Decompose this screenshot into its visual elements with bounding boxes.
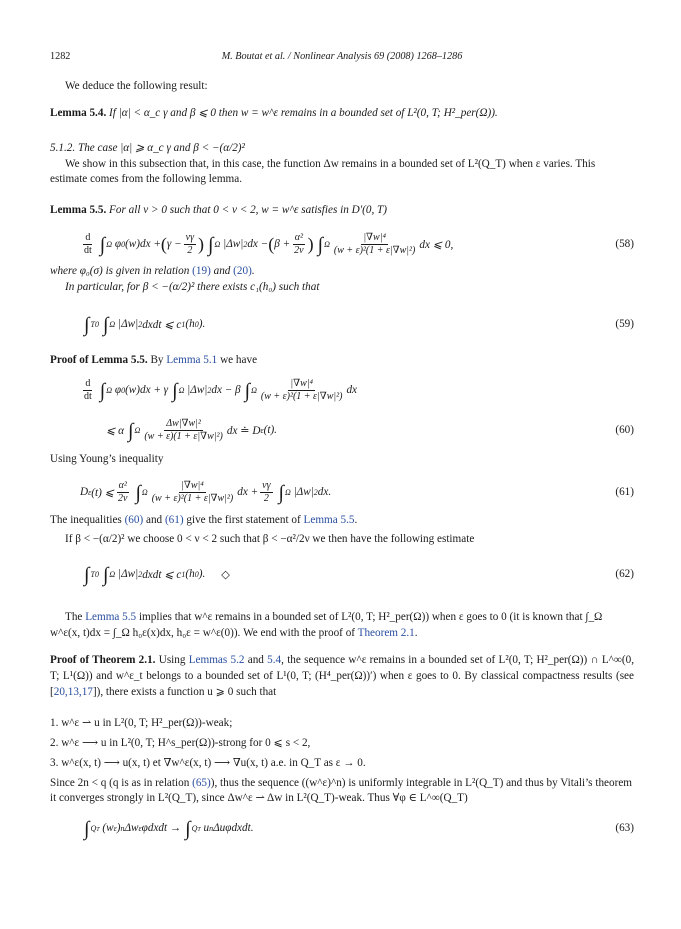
equation-number: (60)	[615, 424, 634, 436]
young-paragraph: Using Young’s inequality	[50, 453, 164, 465]
equation-number: (58)	[615, 238, 634, 250]
text-run: implies that w^ε remains in a bounded set of L²(0, T; H²_per(Ω)) when ε goes to 0 (it is known that ∫_Ω w^ε(x, t)dx = ∫_Ω h₀ε(x)dx, h₀ε = w^ε(0)). We end with the proof of	[50, 611, 603, 639]
text-run: , the sequence w^ε remains in a bounded set of L²(0, T; H²_per(Ω)) ∩ L^∞(0, T; L¹(Ω)) and w^ε_t belongs to a bounded set of L¹(0, T; (H⁴_per(Ω))′) when ε goes to 0. By classical compactness results (see [	[50, 654, 635, 698]
section-heading: 5.1.2. The case |α| ⩾ α_c γ and β < −(α/2)²	[50, 142, 245, 154]
equation-number: (59)	[615, 318, 634, 330]
ref-link[interactable]: Lemmas 5.2	[188, 654, 245, 666]
text-run: Using	[158, 654, 189, 666]
ref-link[interactable]: (20)	[233, 265, 252, 277]
proof-lemma-5-5	[50, 353, 634, 368]
equation-62	[50, 556, 634, 592]
equation-60-line1	[50, 372, 634, 408]
equation-body: ∫ QT (w ε ) n Δw ε φdxdt → ∫ QT u n Δuφdxdt.	[84, 817, 254, 840]
lemma-label: Lemma 5.4.	[50, 107, 107, 119]
ref-link[interactable]: (65)	[192, 777, 211, 789]
equation-body: ∫ T 0 ∫ Ω |Δw| 2 dxdt ⩽ c 1 (h 0 ).	[84, 313, 206, 336]
text-run: By	[150, 354, 167, 366]
equation-60	[50, 412, 634, 448]
page-number: 1282	[50, 51, 71, 62]
ref-link[interactable]: Lemma 5.5	[303, 514, 355, 526]
ref-link[interactable]: Lemma 5.5	[85, 611, 137, 623]
text-run: The inequalities	[50, 514, 125, 526]
since-paragraph	[50, 776, 634, 806]
equation-63	[50, 810, 634, 846]
result-list	[50, 716, 634, 776]
text-run: and	[143, 514, 165, 526]
proof-label: Proof of Theorem 2.1.	[50, 654, 156, 666]
list-item: 2. w^ε ⟶ u in L²(0, T; H^s_per(Ω))-strong for 0 ⩽ s < 2,	[50, 737, 311, 749]
where-paragraph	[50, 264, 634, 279]
equation-61	[50, 474, 634, 510]
text-run: and	[210, 265, 234, 277]
text-run: where φ₀(σ) is given in relation	[50, 265, 193, 277]
lemma-implies-paragraph	[50, 609, 634, 641]
ref-link[interactable]: (60)	[124, 514, 144, 526]
text-run: ), thus the sequence ((w^ε)^n) is uniformly integrable in L²(Q_T) and thus by Vitali’s theorem it converges strongly in L²(Q_T), since Δw^ε ⇀ Δw in L²(Q_T)-weak. Thus ∀φ ∈ L^∞(Q_T)	[50, 777, 632, 804]
equation-58	[50, 226, 634, 262]
equation-body: D ε (t) ⩽ $\frac{\text{α²}}{2\nu}$ ∫ Ω $\frac{\text{|∇w|⁴}}{\text{(w + ε)²(1 + ε|∇w|²)}}$ dx + $\frac{\nu\gamma}{2}$ ∫ Ω |Δw| 2 dx.	[80, 479, 332, 504]
ref-link[interactable]: Lemma 5.1	[166, 354, 218, 366]
text-run: The	[65, 611, 86, 623]
equation-59	[50, 306, 634, 342]
ref-link[interactable]: 20,13,17	[53, 686, 93, 698]
text-run: and	[244, 654, 268, 666]
text-run: .	[251, 265, 255, 277]
diamond-icon: ◇	[221, 568, 230, 581]
text-run: ]), there exists a function u ⩾ 0 such that	[92, 686, 277, 698]
section-paragraph: We show in this subsection that, in this case, the function Δw remains in a bounded set of L²(Q_T) when ε varies. This estimate comes from the following lemma.	[50, 158, 596, 185]
inequalities-paragraph	[50, 513, 634, 528]
lemma-5-5	[50, 203, 634, 218]
list-item: 3. w^ε(x, t) ⟶ u(x, t) et ∇w^ε(x, t) ⟶ ∇u(x, t) a.e. in Q_T as ε → 0.	[50, 757, 366, 769]
lemma-label: Lemma 5.5.	[50, 204, 107, 216]
ref-link[interactable]: (61)	[164, 514, 184, 526]
equation-body: $\frac{d}{dt}$ ∫ Ω φ 0 (w)dx + γ ∫ Ω |Δw| 2 dx − β ∫ Ω $\frac{\text{|∇w|⁴}}{\text{(w + ε)²(1 + ε|∇w|²)}}$ dx	[84, 377, 357, 402]
equation-number: (63)	[615, 822, 634, 834]
equation-body: ∫ T 0 ∫ Ω |Δw| 2 dxdt ⩽ c 1 (h 0 ). ◇	[84, 563, 230, 586]
equation-number: (62)	[615, 568, 634, 580]
list-item: 1. w^ε ⇀ u in L²(0, T; H²_per(Ω))-weak;	[50, 717, 233, 729]
lemma-5-4	[50, 106, 634, 121]
ref-link[interactable]: Theorem 2.1	[357, 627, 415, 639]
equation-body: $\frac{d}{dt}$ ∫ Ω φ 0 (w)dx + ( γ − $\frac{\nu\gamma}{2}$ ) ∫ Ω |Δw| 2 dx − ( β + $\frac{\text{α²}}{2\nu}$ ) ∫ Ω $\frac{\text{|∇w|⁴}}{\text{(w + ε)²(1 + ε|∇w|²)}}$ dx ⩽ 0,	[84, 231, 454, 256]
intro-paragraph: We deduce the following result:	[65, 80, 208, 92]
proof-label: Proof of Lemma 5.5.	[50, 354, 148, 366]
ref-link[interactable]: (19)	[192, 265, 211, 277]
equation-body: ⩽ α ∫ Ω $\frac{\text{Δw|∇w|²}}{\text{(w + ε)(1 + ε|∇w|²)}}$ dx ≐ D ε (t).	[106, 417, 277, 442]
proof-theorem-2-1	[50, 652, 634, 700]
text-run: .	[354, 514, 358, 526]
equation-number: (61)	[615, 486, 634, 498]
text-run: we have	[217, 354, 258, 366]
text-run: Since 2n < q (q is as in relation	[50, 777, 193, 789]
lemma-text: For all ν > 0 such that 0 < ν < 2, w = w^ε satisfies in D′(0, T)	[109, 204, 387, 216]
running-title: M. Boutat et al. / Nonlinear Analysis 69 (2008) 1268–1286	[221, 51, 463, 62]
lemma-text: If |α| < α_c γ and β ⩽ 0 then w = w^ε remains in a bounded set of L²(0, T; H²_per(Ω)).	[109, 107, 498, 119]
particular-paragraph: In particular, for β < −(α/2)² there exists c₁(h₀) such that	[65, 281, 320, 293]
ref-link[interactable]: 5.4	[267, 654, 282, 666]
if-paragraph: If β < −(α/2)² we choose 0 < ν < 2 such that β < −α²/2ν we then have the following estimate	[65, 533, 475, 545]
text-run: give the first statement of	[183, 514, 304, 526]
text-run: .	[414, 627, 418, 639]
